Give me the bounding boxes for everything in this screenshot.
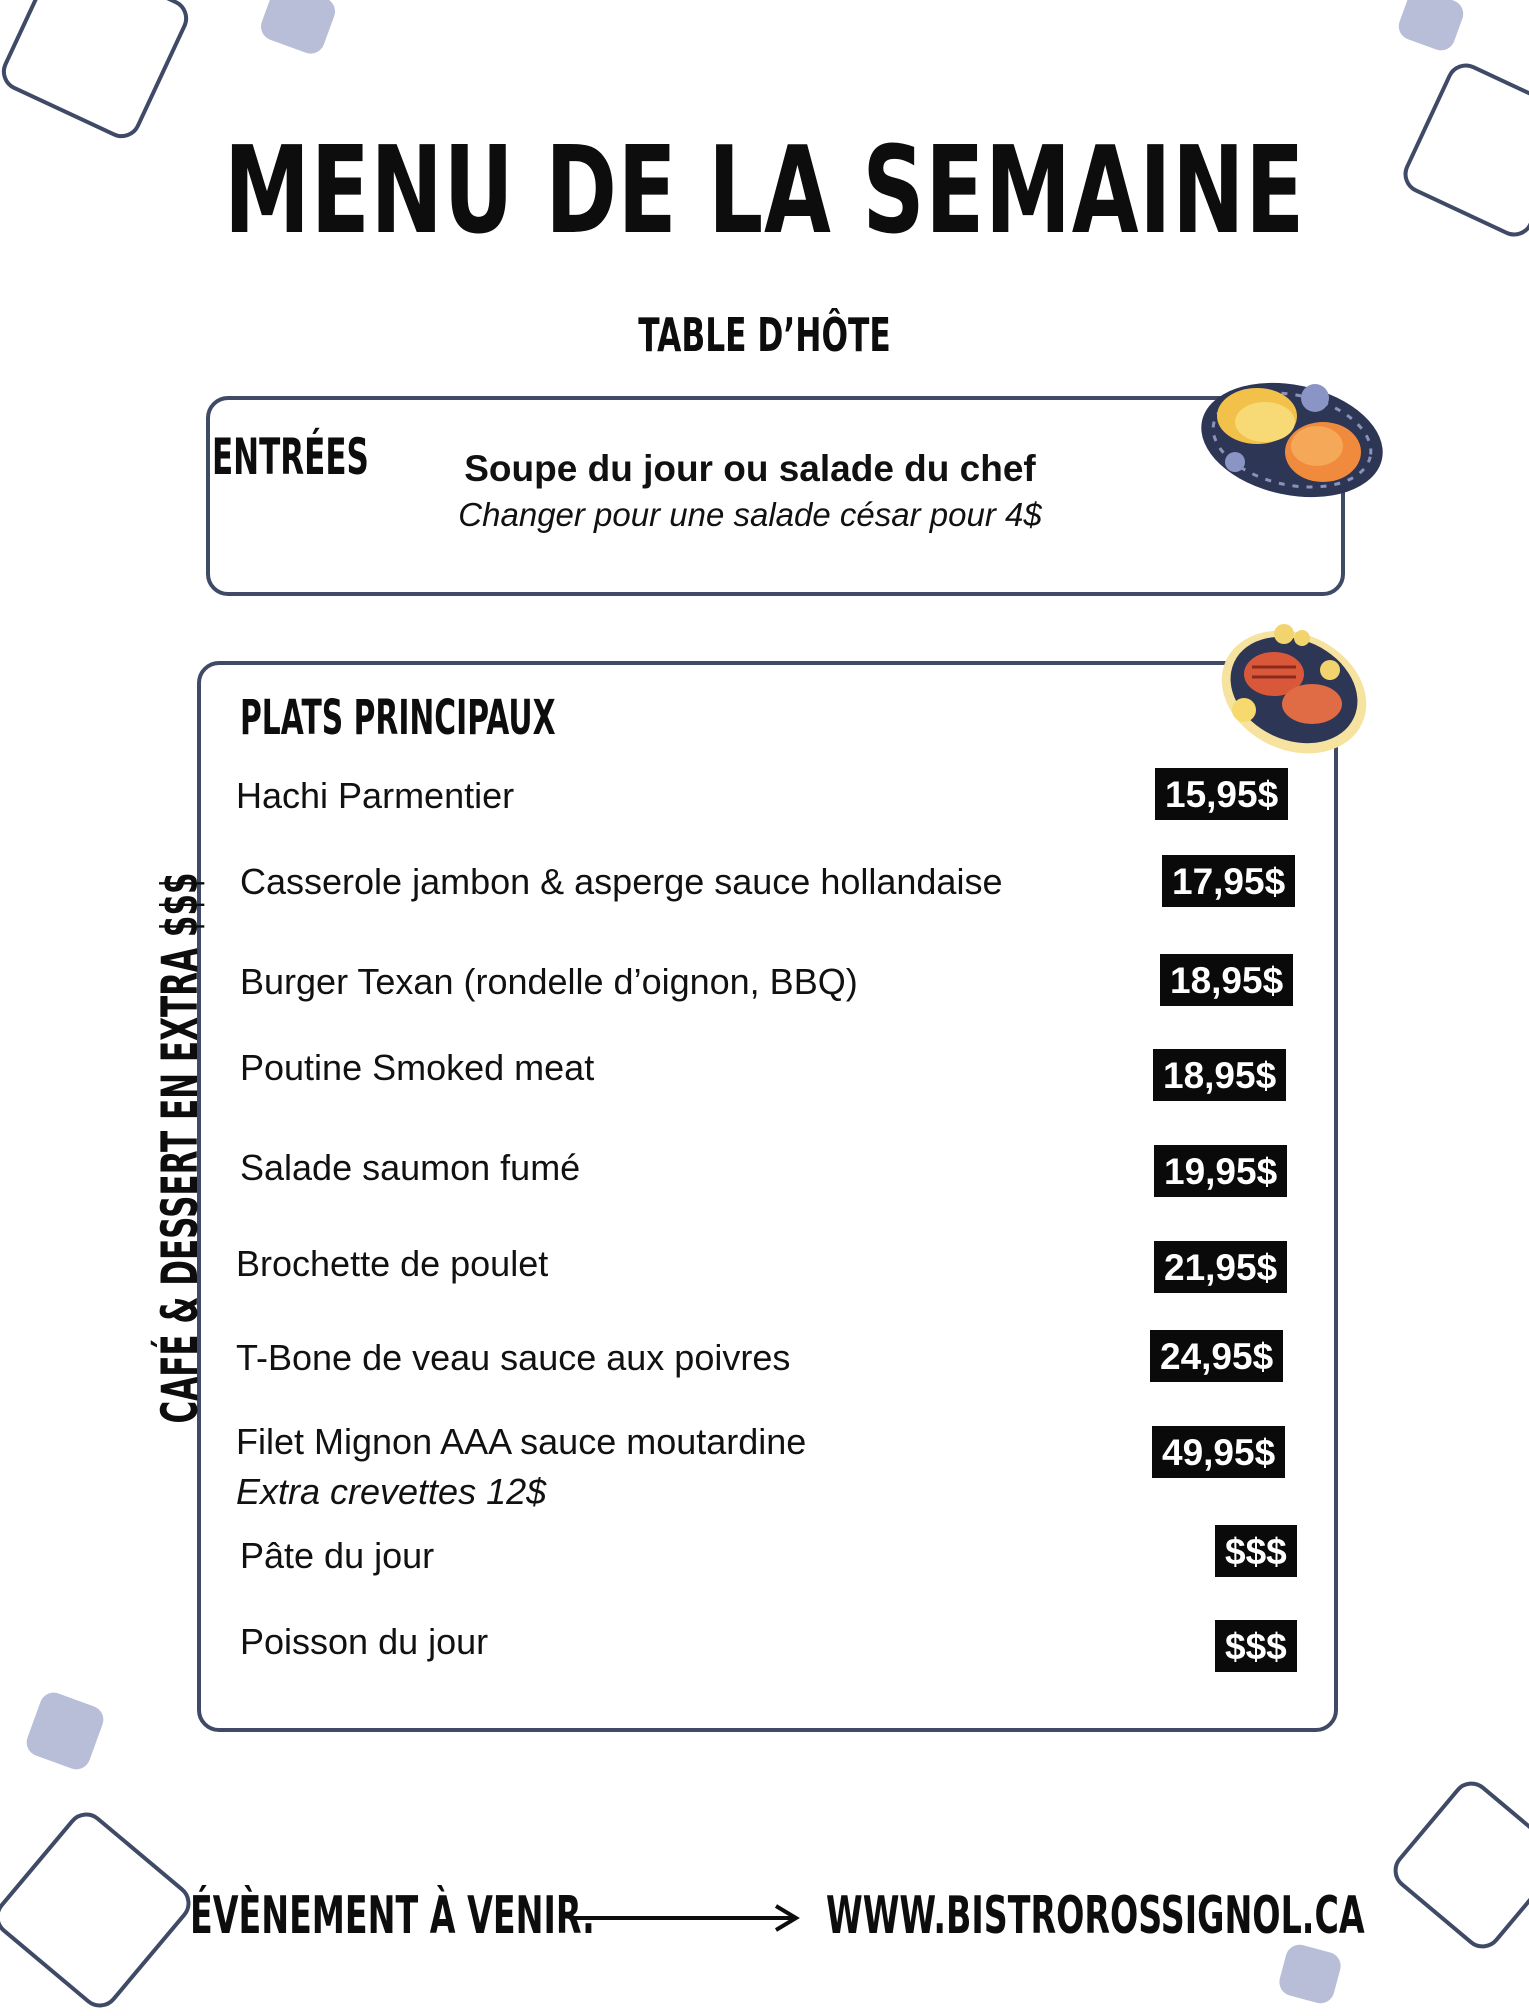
menu-item-name: Filet Mignon AAA sauce moutardine [236, 1421, 807, 1462]
menu-item-price: 19,95$ [1154, 1145, 1287, 1197]
menu-item-name: T-Bone de veau sauce aux poivres [236, 1337, 791, 1378]
entree-note: Changer pour une salade césar pour 4$ [458, 496, 1042, 533]
menu-item-note: Extra crevettes 12$ [236, 1471, 547, 1512]
plats-heading: PLATS PRINCIPAUX [240, 690, 556, 746]
menu-item-price: 21,95$ [1154, 1241, 1287, 1293]
decorative-square [0, 0, 195, 145]
page-subtitle: TABLE D’HÔTE [638, 308, 891, 362]
menu-item-price: 15,95$ [1155, 768, 1288, 820]
menu-item-name: Casserole jambon & asperge sauce hollandaise [240, 861, 1003, 902]
decorative-square [1395, 0, 1467, 54]
menu-item-price: 49,95$ [1152, 1426, 1285, 1478]
menu-item-price: 18,95$ [1160, 954, 1293, 1006]
menu-item-name: Poutine Smoked meat [240, 1047, 595, 1088]
event-label: ÉVÈNEMENT À VENIR. [190, 1886, 595, 1946]
decorative-square [0, 1804, 199, 2015]
decorative-square [1385, 1773, 1529, 1956]
side-note: CAFÉ & DESSERT EN EXTRA $$$ [151, 872, 209, 1424]
menu-item-name: Poisson du jour [240, 1621, 489, 1662]
menu-item-name: Burger Texan (rondelle d’oignon, BBQ) [240, 961, 858, 1002]
menu-item-price: 24,95$ [1150, 1330, 1283, 1382]
entrees-heading: ENTRÉES [212, 428, 369, 486]
menu-item-name: Hachi Parmentier [236, 775, 515, 816]
menu-item-price: $$$ [1215, 1620, 1297, 1672]
arrow-right-icon [572, 1898, 804, 1938]
menu-item-price: 17,95$ [1162, 855, 1295, 907]
page-title: MENU DE LA SEMAINE [224, 122, 1305, 261]
menu-item-name: Salade saumon fumé [240, 1147, 581, 1188]
decorative-square [1276, 1942, 1344, 2007]
menu-item-name: Brochette de poulet [236, 1243, 549, 1284]
decorative-square [23, 1689, 108, 1774]
food-plate-icon [1195, 362, 1390, 512]
decorative-square [1397, 57, 1529, 243]
entree-main: Soupe du jour ou salade du chef [464, 448, 1036, 489]
menu-item-name: Pâte du jour [240, 1535, 435, 1576]
website-link[interactable]: WWW.BISTROROSSIGNOL.CA [826, 1886, 1365, 1946]
steak-plate-icon [1212, 612, 1372, 757]
menu-item-price: $$$ [1215, 1525, 1297, 1577]
menu-item-price: 18,95$ [1153, 1049, 1286, 1101]
decorative-square [257, 0, 339, 58]
